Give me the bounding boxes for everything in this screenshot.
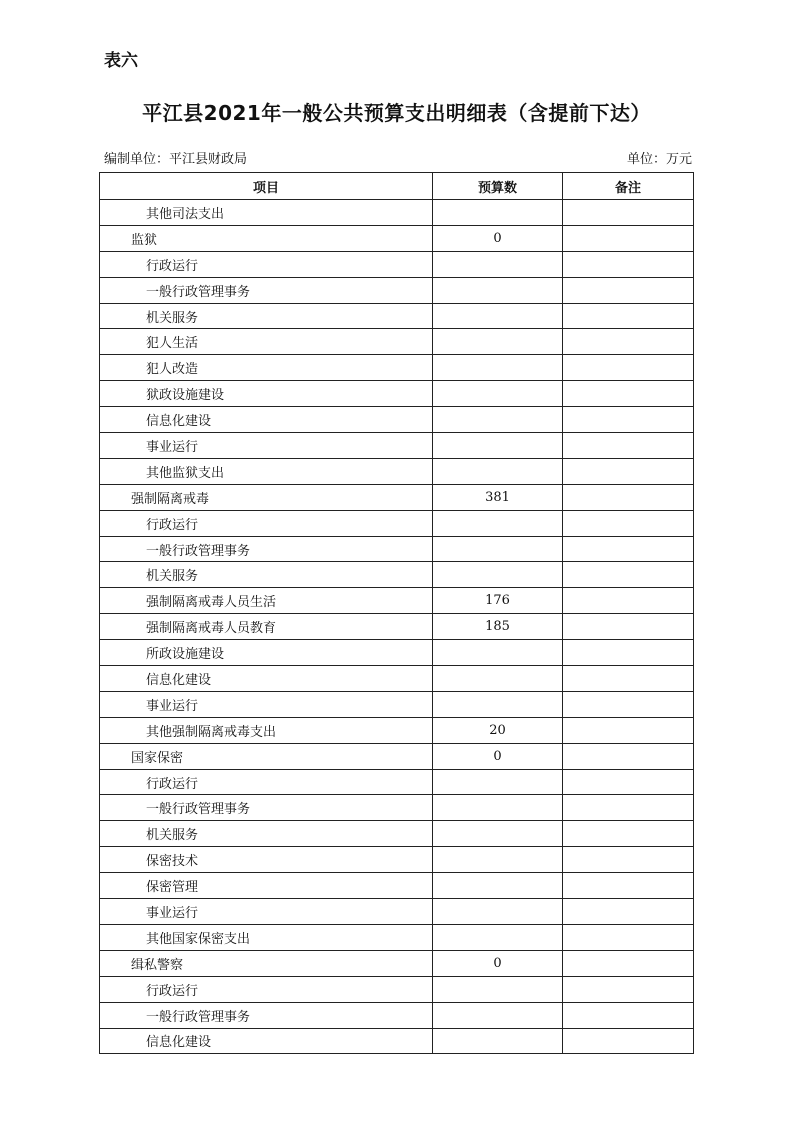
row-note — [563, 614, 694, 640]
row-note — [563, 355, 694, 381]
row-budget-amount — [433, 562, 563, 588]
row-note — [563, 924, 694, 950]
table-row — [100, 873, 694, 899]
column-header-note: 备注 — [563, 173, 694, 200]
table-row — [100, 200, 694, 226]
row-item-name: 事业运行 — [100, 691, 433, 717]
row-budget-amount — [433, 200, 563, 226]
table-row — [100, 717, 694, 743]
row-note — [563, 950, 694, 976]
row-budget-amount — [433, 329, 563, 355]
row-item-name: 强制隔离戒毒人员教育 — [100, 614, 433, 640]
table-number: 表六 — [104, 51, 138, 71]
row-note — [563, 458, 694, 484]
row-item-name: 一般行政管理事务 — [100, 277, 433, 303]
row-note — [563, 717, 694, 743]
column-header-item: 项目 — [100, 173, 433, 200]
row-budget-amount: 381 — [433, 484, 563, 510]
row-budget-amount — [433, 795, 563, 821]
row-item-name: 行政运行 — [100, 510, 433, 536]
row-budget-amount: 20 — [433, 717, 563, 743]
table-row — [100, 743, 694, 769]
row-budget-amount — [433, 666, 563, 692]
row-note — [563, 899, 694, 925]
row-budget-amount — [433, 976, 563, 1002]
row-item-name: 事业运行 — [100, 899, 433, 925]
row-note — [563, 562, 694, 588]
row-budget-amount — [433, 510, 563, 536]
header-row — [100, 173, 694, 200]
row-item-name: 监狱 — [100, 225, 433, 251]
row-budget-amount — [433, 873, 563, 899]
row-item-name: 其他强制隔离戒毒支出 — [100, 717, 433, 743]
row-item-name: 机关服务 — [100, 562, 433, 588]
row-item-name: 行政运行 — [100, 976, 433, 1002]
table-row — [100, 225, 694, 251]
table-header — [100, 173, 694, 200]
row-note — [563, 251, 694, 277]
table-row — [100, 381, 694, 407]
row-budget-amount — [433, 691, 563, 717]
row-note — [563, 640, 694, 666]
row-item-name: 保密管理 — [100, 873, 433, 899]
row-note — [563, 484, 694, 510]
row-budget-amount — [433, 407, 563, 433]
row-note — [563, 510, 694, 536]
column-header-budget: 预算数 — [433, 173, 563, 200]
row-budget-amount — [433, 303, 563, 329]
row-note — [563, 795, 694, 821]
row-budget-amount: 0 — [433, 743, 563, 769]
row-note — [563, 536, 694, 562]
row-item-name: 信息化建设 — [100, 666, 433, 692]
row-budget-amount — [433, 899, 563, 925]
row-note — [563, 873, 694, 899]
row-item-name: 信息化建设 — [100, 407, 433, 433]
compiling-unit: 编制单位：平江县财政局 — [104, 152, 248, 167]
table-row — [100, 588, 694, 614]
table-row — [100, 924, 694, 950]
row-budget-amount — [433, 847, 563, 873]
row-budget-amount — [433, 433, 563, 459]
table-row — [100, 1002, 694, 1028]
table-row — [100, 562, 694, 588]
table-row — [100, 1028, 694, 1054]
table-row — [100, 251, 694, 277]
row-budget-amount — [433, 251, 563, 277]
row-item-name: 犯人生活 — [100, 329, 433, 355]
row-note — [563, 743, 694, 769]
row-note — [563, 225, 694, 251]
document-title: 平江县2021年一般公共预算支出明细表（含提前下达） — [142, 101, 651, 125]
row-budget-amount — [433, 924, 563, 950]
row-item-name: 行政运行 — [100, 769, 433, 795]
table-row — [100, 950, 694, 976]
row-note — [563, 769, 694, 795]
row-item-name: 行政运行 — [100, 251, 433, 277]
table-row — [100, 484, 694, 510]
row-item-name: 犯人改造 — [100, 355, 433, 381]
table-row — [100, 899, 694, 925]
row-item-name: 一般行政管理事务 — [100, 536, 433, 562]
row-budget-amount — [433, 640, 563, 666]
table-row — [100, 536, 694, 562]
row-item-name: 其他监狱支出 — [100, 458, 433, 484]
row-note — [563, 407, 694, 433]
row-item-name: 狱政设施建设 — [100, 381, 433, 407]
row-note — [563, 821, 694, 847]
table-row — [100, 614, 694, 640]
currency-unit: 单位：万元 — [626, 152, 692, 167]
table-row — [100, 510, 694, 536]
row-item-name: 事业运行 — [100, 433, 433, 459]
row-note — [563, 277, 694, 303]
table-row — [100, 666, 694, 692]
row-note — [563, 588, 694, 614]
row-budget-amount — [433, 458, 563, 484]
row-item-name: 一般行政管理事务 — [100, 795, 433, 821]
row-note — [563, 329, 694, 355]
row-note — [563, 1002, 694, 1028]
table-row — [100, 355, 694, 381]
row-note — [563, 381, 694, 407]
table-row — [100, 976, 694, 1002]
row-item-name: 一般行政管理事务 — [100, 1002, 433, 1028]
row-item-name: 信息化建设 — [100, 1028, 433, 1054]
table-row — [100, 407, 694, 433]
table-row — [100, 458, 694, 484]
row-note — [563, 200, 694, 226]
table-row — [100, 433, 694, 459]
row-budget-amount — [433, 536, 563, 562]
row-note — [563, 847, 694, 873]
row-budget-amount: 0 — [433, 950, 563, 976]
row-budget-amount: 185 — [433, 614, 563, 640]
table-row — [100, 691, 694, 717]
row-item-name: 强制隔离戒毒 — [100, 484, 433, 510]
row-budget-amount — [433, 1028, 563, 1054]
table-row — [100, 640, 694, 666]
row-item-name: 机关服务 — [100, 303, 433, 329]
row-item-name: 国家保密 — [100, 743, 433, 769]
budget-table — [99, 172, 694, 1054]
row-note — [563, 1028, 694, 1054]
row-item-name: 所政设施建设 — [100, 640, 433, 666]
row-budget-amount — [433, 1002, 563, 1028]
table-body — [100, 200, 694, 1054]
row-item-name: 保密技术 — [100, 847, 433, 873]
row-budget-amount — [433, 821, 563, 847]
row-budget-amount: 176 — [433, 588, 563, 614]
row-item-name: 机关服务 — [100, 821, 433, 847]
row-note — [563, 666, 694, 692]
table-row — [100, 303, 694, 329]
table-row — [100, 795, 694, 821]
row-item-name: 其他司法支出 — [100, 200, 433, 226]
row-item-name: 缉私警察 — [100, 950, 433, 976]
table-row — [100, 769, 694, 795]
row-budget-amount — [433, 355, 563, 381]
row-note — [563, 976, 694, 1002]
row-budget-amount — [433, 277, 563, 303]
row-note — [563, 433, 694, 459]
table-row — [100, 821, 694, 847]
table-row — [100, 277, 694, 303]
row-budget-amount — [433, 381, 563, 407]
row-item-name: 强制隔离戒毒人员生活 — [100, 588, 433, 614]
row-budget-amount: 0 — [433, 225, 563, 251]
table-row — [100, 847, 694, 873]
table-row — [100, 329, 694, 355]
row-note — [563, 691, 694, 717]
row-budget-amount — [433, 769, 563, 795]
row-note — [563, 303, 694, 329]
row-item-name: 其他国家保密支出 — [100, 924, 433, 950]
